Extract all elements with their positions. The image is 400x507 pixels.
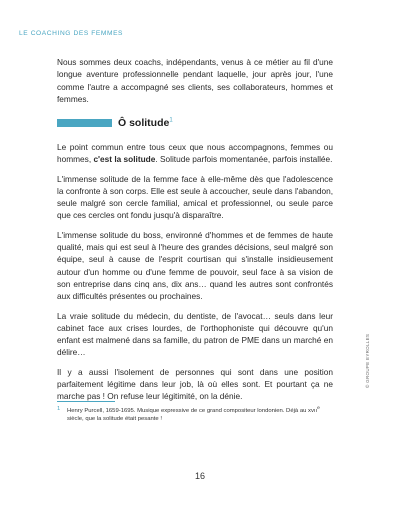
footnote-text: Henry Purcell, 1659-1695. Musique expressive de ce grand compositeur londonien. Déjà au xvıı$^e$ siècle, que la solitude était pesante ! xyxy=(67,406,320,423)
section-heading xyxy=(57,116,173,130)
copyright-notice: © GROUPE EYROLLES xyxy=(365,333,370,388)
intro-paragraph xyxy=(57,56,333,112)
footnote-separator xyxy=(57,401,115,402)
heading-accent-bar xyxy=(57,119,112,127)
emphasis: c'est la solitude xyxy=(93,154,156,165)
intro-text: Nous sommes deux coachs, indépendants, venus à ce métier au fil d'une longue aventure professionnelle pendant laquelle, jour après jour, l'une comme l'autre a accompagné ses clients, ses collaborateurs, hommes et femmes. xyxy=(57,57,333,104)
paragraph-3: L'immense solitude du boss, environné d'hommes et de femmes de haute qualité, mais qui est seul à l'heure des grandes décisions, seul malgré son équipe, seul à cause de l'esprit courtisan qui s'installe insidieusement autour d'un homme ou d'une femme de pouvoir, seul face à sa vision de son entreprise dans cinq ans, dix ans… quand les autres sont confrontés aux difficultés présentes ou prochaines. xyxy=(57,229,333,302)
section-title: Ô solitude$^1$ xyxy=(118,117,173,129)
section-body xyxy=(57,141,333,410)
paragraph-5: Il y a aussi l'isolement de personnes qui sont dans une position parfaitement légitime dans leur job, là où elles sont. Et pourtant ça ne marche pas ! On refuse leur légitimité, on la dénie. xyxy=(57,366,333,402)
paragraph-1: Le point commun entre tous ceux que nous accompagnons, femmes ou hommes, c'est la solitude. Solitude parfois momentanée, parfois installée. xyxy=(57,142,333,165)
paragraph-2: L'immense solitude de la femme face à elle-même dès que l'adolescence la confronte à son corps. Elle est seule à accoucher, seule dans l'abandon, seule malgré son cercle familial, amical et professionnel, ou seule parce que ces cercles ont fondu jusqu'à disparaître. xyxy=(57,173,333,221)
footnote-number: 1 xyxy=(57,406,61,412)
footnote-marker: 1 xyxy=(169,117,173,124)
paragraph-4: La vraie solitude du médecin, du dentiste, de l'avocat… seuls dans leur cabinet face aux crises lourdes, de l'orthophoniste qui découvre qu'un enfant est malmené dans sa famille, du patron de PME dans un marché en délire… xyxy=(57,310,333,358)
running-header: LE COACHING DES FEMMES xyxy=(19,30,124,37)
footnote xyxy=(57,405,333,424)
page-number: 16 xyxy=(194,471,205,481)
